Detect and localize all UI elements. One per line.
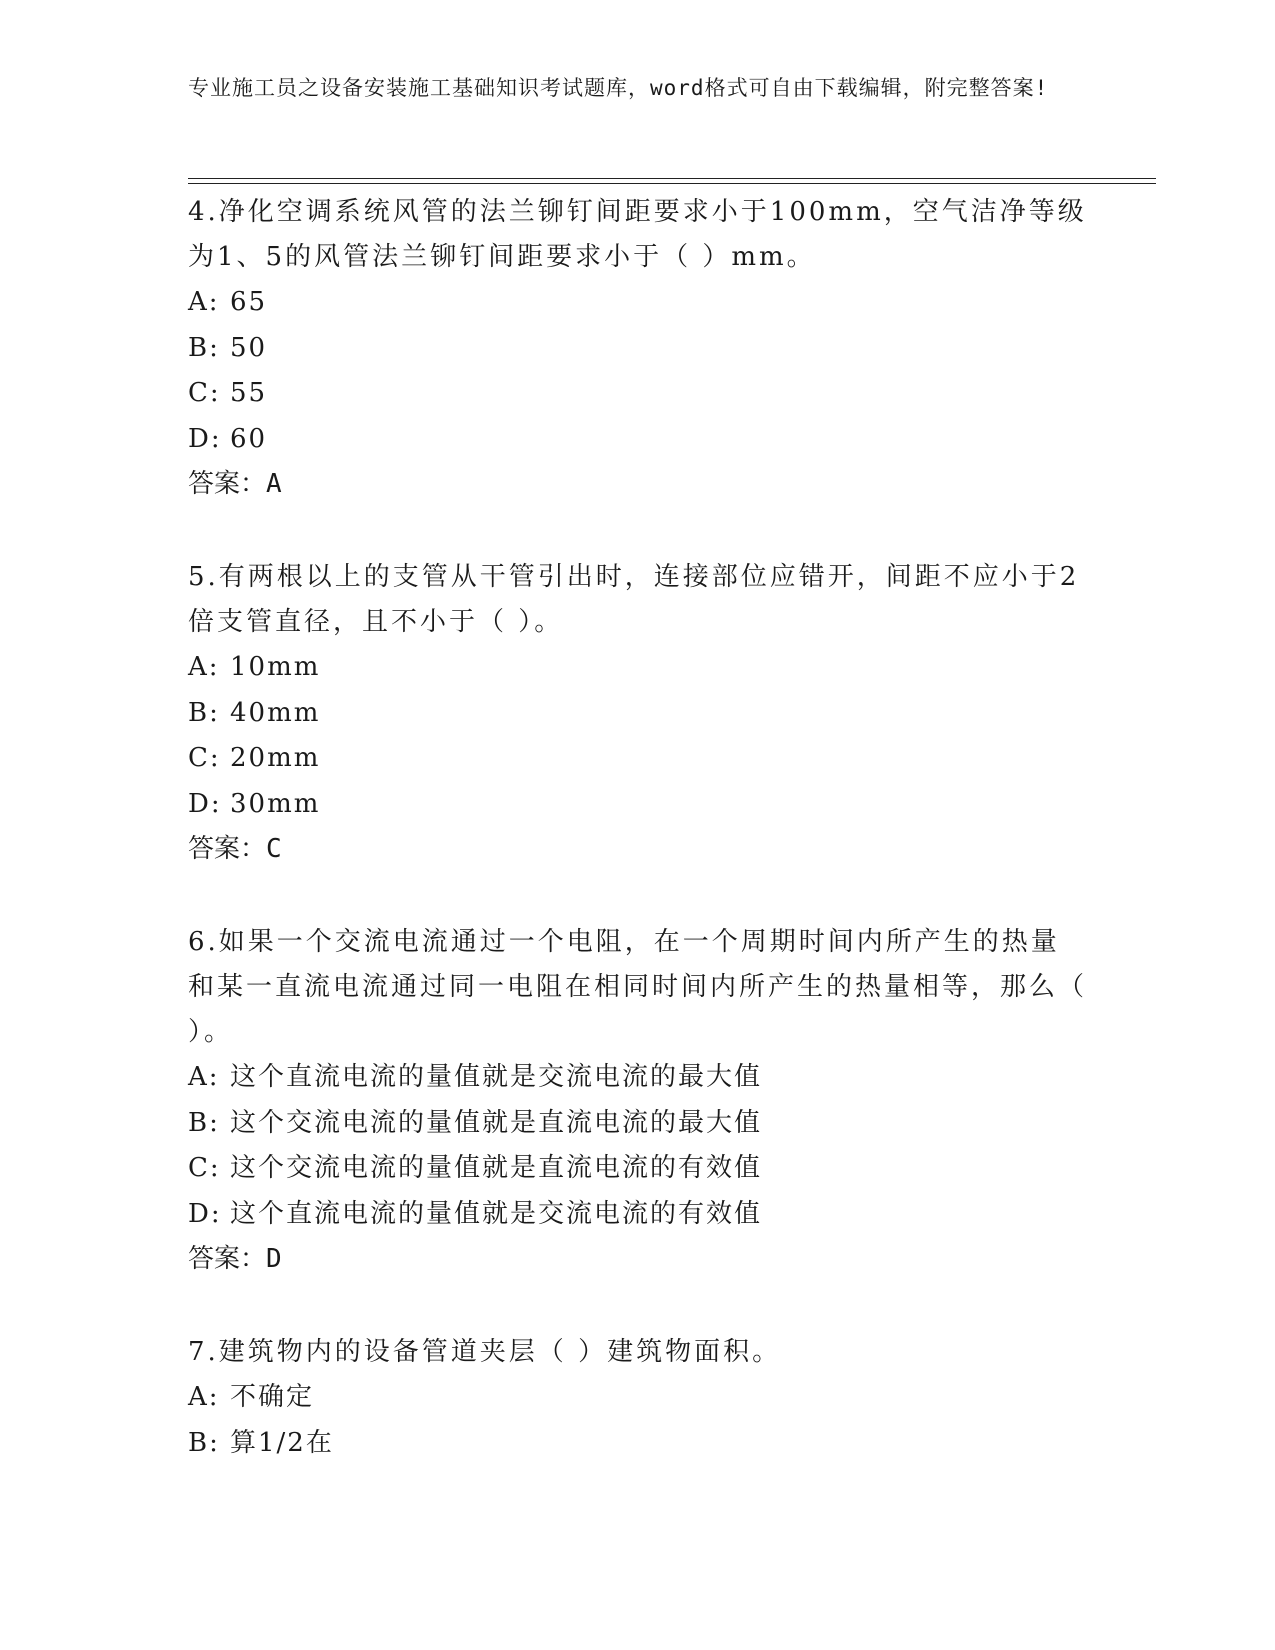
option-d: D: 这个直流电流的量值就是交流电流的有效值 <box>188 1198 763 1229</box>
option-c: C: 这个交流电流的量值就是直流电流的有效值 <box>188 1153 763 1183</box>
option-a: A: 65 <box>188 287 268 317</box>
question-text: 6.如果一个交流电流通过一个电阻，在一个周期时间内所产生的热量和某一直流电流通过同一电阻在相同时间内所产生的热量相等，那么（ ）。 <box>188 927 1088 1047</box>
option-d: D: 60 <box>188 423 268 454</box>
question-text: 5.有两根以上的支管从干管引出时，连接部位应错开，间距不应小于2倍支管直径，且不小于（ ）。 <box>188 562 1080 637</box>
question-5 <box>188 555 1088 872</box>
question-list <box>188 190 1088 1466</box>
question-6 <box>188 920 1088 1282</box>
header-divider-top <box>188 178 1156 179</box>
option-c: C: 20mm <box>188 743 321 773</box>
question-7 <box>188 1330 1088 1466</box>
option-b: B: 这个交流电流的量值就是直流电流的最大值 <box>188 1107 763 1138</box>
option-a: A: 不确定 <box>188 1382 315 1412</box>
option-b: B: 40mm <box>188 697 321 728</box>
option-a: A: 10mm <box>188 652 321 682</box>
answer-line: 答案：D <box>188 1244 282 1274</box>
header-divider-bottom <box>188 183 1156 184</box>
document-header: 专业施工员之设备安装施工基础知识考试题库，word格式可自由下载编辑，附完整答案! <box>188 76 1049 100</box>
question-text: 4.净化空调系统风管的法兰铆钉间距要求小于100mm，空气洁净等级为1、5的风管法兰铆钉间距要求小于（ ）mm。 <box>188 197 1087 272</box>
option-a: A: 这个直流电流的量值就是交流电流的最大值 <box>188 1062 763 1092</box>
option-c: C: 55 <box>188 378 268 408</box>
option-b: B: 50 <box>188 332 268 363</box>
question-4 <box>188 190 1088 507</box>
answer-line: 答案：A <box>188 469 282 499</box>
answer-line: 答案：C <box>188 834 282 864</box>
option-d: D: 30mm <box>188 788 321 819</box>
option-b: B: 算1/2在 <box>188 1427 334 1458</box>
question-text: 7.建筑物内的设备管道夹层（ ）建筑物面积。 <box>188 1337 782 1367</box>
